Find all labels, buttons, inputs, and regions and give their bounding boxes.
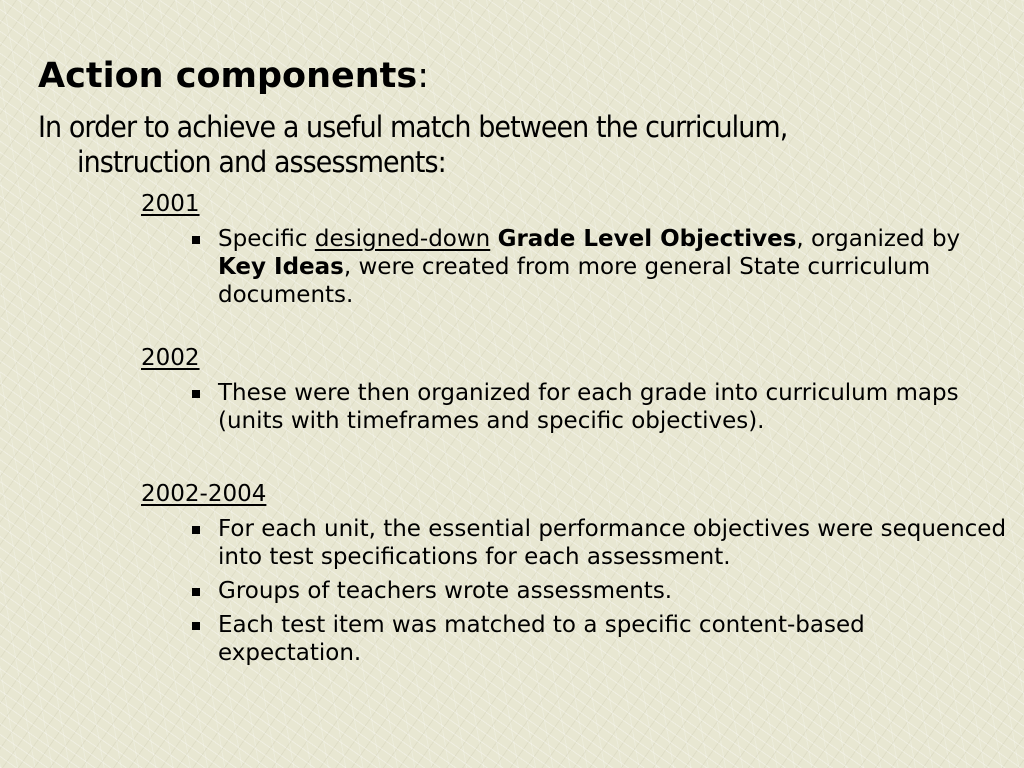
- bullet-bold-term: Grade Level Objectives: [497, 226, 797, 252]
- section-year-2001: 2001: [141, 191, 200, 217]
- section-2002-2004-bullets: [192, 515, 1007, 673]
- square-bullet-icon: [192, 622, 200, 630]
- intro-paragraph: [38, 110, 931, 180]
- bullet-item: [192, 611, 1007, 667]
- slide-title-colon: :: [417, 56, 430, 96]
- intro-line-2: instruction and assessments:: [77, 145, 446, 179]
- bullet-item: [192, 379, 1007, 435]
- bullet-bold-term: Key Ideas: [218, 254, 344, 280]
- bullet-text-part: [490, 226, 497, 252]
- section-2002-bullets: [192, 379, 1007, 441]
- slide-title: [38, 55, 429, 97]
- bullet-text: Groups of teachers wrote assessments.: [218, 578, 673, 604]
- bullet-text-part: , organized by: [796, 226, 961, 252]
- bullet-text: These were then organized for each grade into curriculum maps (units with timeframes and specific objectives).: [218, 380, 959, 434]
- square-bullet-icon: [192, 588, 200, 596]
- bullet-text: Each test item was matched to a specific content-based expectation.: [218, 612, 865, 666]
- bullet-text-part: Specific: [218, 226, 315, 252]
- bullet-item: [192, 577, 1007, 605]
- section-year-2002: 2002: [141, 345, 200, 371]
- bullet-item: [192, 225, 1007, 309]
- bullet-item: [192, 515, 1007, 571]
- bullet-underlined-term: designed-down: [314, 226, 491, 252]
- square-bullet-icon: [192, 526, 200, 534]
- slide-title-text: Action components: [38, 56, 418, 96]
- section-year-2002-2004: 2002-2004: [141, 481, 267, 507]
- square-bullet-icon: [192, 390, 200, 398]
- intro-line-1: In order to achieve a useful match between the curriculum,: [38, 110, 788, 144]
- section-2001-bullets: [192, 225, 1007, 315]
- bullet-text: For each unit, the essential performance objectives were sequenced into test specifications for each assessment.: [218, 516, 1007, 570]
- bullet-text-part: , were created from more general State curriculum documents.: [218, 254, 931, 308]
- square-bullet-icon: [192, 236, 200, 244]
